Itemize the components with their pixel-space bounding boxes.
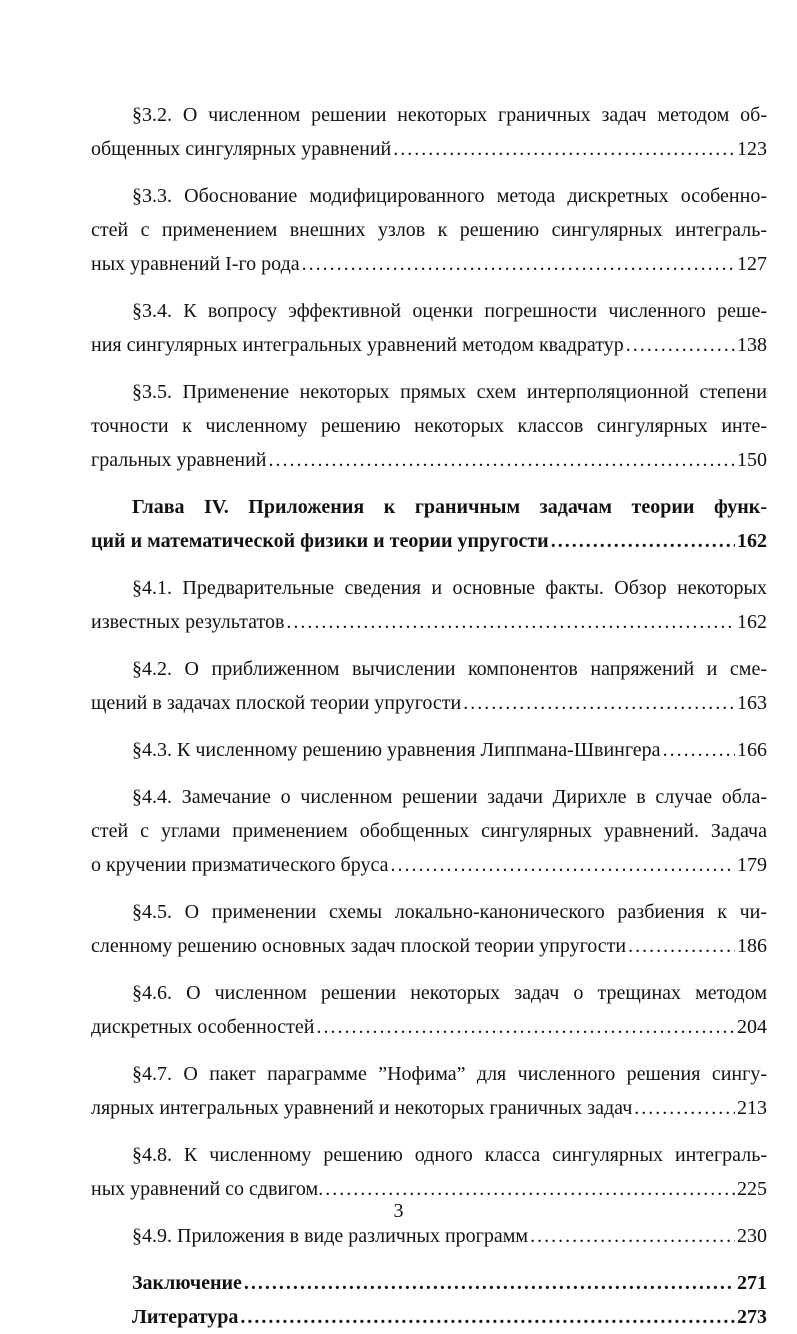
toc-entry-title: лярных интегральных уравнений и некоторых граничных задач <box>91 1097 633 1119</box>
toc-entry-title: гральных уравнений <box>91 449 267 471</box>
toc-entry <box>91 652 767 720</box>
toc-entry-line: §4.1. Предварительные сведения и основные факты. Обзор некоторых <box>132 577 767 599</box>
toc-entry-title: ния сингулярных интегральных уравнений методом квадратур <box>91 334 624 356</box>
toc-entry-last-line <box>91 132 767 166</box>
toc-entry-line: §4.4. Замечание о численном решении задачи Дирихле в случае обла- <box>132 786 767 808</box>
dot-leader <box>393 132 735 166</box>
toc-entry-last-line <box>91 1266 767 1300</box>
toc-entry-title: Заключение <box>132 1272 242 1294</box>
toc-entry-last-line <box>91 247 767 281</box>
toc-entry-title: сленному решению основных задач плоской теории упругости <box>91 935 627 957</box>
dot-leader <box>634 1091 735 1125</box>
toc-entry-page: 230 <box>737 1225 767 1247</box>
toc-entry-title: известных результатов <box>91 611 285 633</box>
toc-entry-line: §4.2. О приближенном вычислении компонентов напряжений и сме- <box>132 658 767 680</box>
dot-leader <box>663 733 735 767</box>
dot-leader <box>551 524 735 558</box>
toc-entry <box>91 1057 767 1125</box>
table-of-contents <box>91 98 767 1334</box>
toc-entry <box>91 895 767 963</box>
page-number: 3 <box>393 1200 404 1222</box>
toc-entry-page: 213 <box>737 1097 767 1119</box>
toc-entry-line: §3.4. К вопросу эффективной оценки погрешности численного реше- <box>132 300 767 322</box>
dot-leader <box>244 1266 735 1300</box>
toc-entry-line: §4.5. О применении схемы локально-канонического разбиения к чи- <box>132 901 767 923</box>
toc-entry-last-line <box>91 848 767 882</box>
toc-entry <box>91 375 767 477</box>
toc-entry-page: 273 <box>737 1306 767 1328</box>
toc-entry-last-line <box>91 524 767 558</box>
toc-entry-page: 163 <box>737 692 767 714</box>
toc-entry <box>91 733 767 767</box>
dot-leader <box>628 929 735 963</box>
toc-entry <box>91 976 767 1044</box>
toc-entry-page: 162 <box>737 611 767 633</box>
toc-entry-page: 204 <box>737 1016 767 1038</box>
toc-entry-line: §3.3. Обоснование модифицированного метода дискретных особенно- <box>132 185 767 207</box>
toc-entry-title: щений в задачах плоской теории упругости <box>91 692 462 714</box>
toc-entry-last-line <box>91 443 767 477</box>
toc-entry <box>91 98 767 166</box>
toc-entry <box>91 294 767 362</box>
dot-leader <box>390 848 735 882</box>
dot-leader <box>317 1010 736 1044</box>
toc-entry-title: ций и математической физики и теории упругости <box>91 530 549 552</box>
toc-entry-page: 127 <box>737 253 767 275</box>
dot-leader <box>302 247 735 281</box>
toc-entry-page: 179 <box>737 854 767 876</box>
toc-entry-line: §3.2. О численном решении некоторых граничных задач методом об- <box>132 104 767 126</box>
toc-entry-line: Глава IV. Приложения к граничным задачам теории функ- <box>132 496 767 518</box>
toc-entry-title: дискретных особенностей <box>91 1016 315 1038</box>
toc-entry-title: о кручении призматического бруса <box>91 854 389 876</box>
toc-entry-last-line <box>91 929 767 963</box>
toc-entry-page: 271 <box>737 1272 767 1294</box>
toc-entry-line: §3.5. Применение некоторых прямых схем интерполяционной степени <box>132 381 767 403</box>
toc-entry-line: §4.7. О пакет параграмме ”Нофима” для численного решения сингу- <box>132 1063 767 1085</box>
toc-entry-line: §4.8. К численному решению одного класса сингулярных интеграль- <box>132 1144 767 1166</box>
toc-entry-page: 162 <box>737 530 767 552</box>
toc-entry-last-line <box>91 1010 767 1044</box>
toc-entry-last-line <box>91 1091 767 1125</box>
toc-entry-line: стей с применением внешних узлов к решению сингулярных интеграль- <box>91 219 767 241</box>
toc-entry-line: §4.6. О численном решении некоторых задач о трещинах методом <box>132 982 767 1004</box>
toc-entry-title: Литература <box>132 1306 239 1328</box>
toc-entry-last-line <box>91 686 767 720</box>
toc-entry-line: точности к численному решению некоторых классов сингулярных инте- <box>91 415 767 437</box>
dot-leader <box>463 686 735 720</box>
toc-entry <box>91 780 767 882</box>
toc-entry-title: §4.9. Приложения в виде различных программ <box>132 1225 529 1247</box>
toc-entry-title: §4.3. К численному решению уравнения Липпмана-Швингера <box>132 739 661 761</box>
toc-entry-last-line <box>91 328 767 362</box>
dot-leader <box>240 1300 735 1334</box>
dot-leader <box>286 605 735 639</box>
toc-entry-page: 138 <box>737 334 767 356</box>
toc-entry-last-line <box>91 733 767 767</box>
dot-leader <box>269 443 735 477</box>
toc-entry-page: 166 <box>737 739 767 761</box>
toc-entry-title: общенных сингулярных уравнений <box>91 138 392 160</box>
toc-entry-last-line <box>91 1300 767 1334</box>
toc-entry-page: 225 <box>737 1178 767 1200</box>
toc-entry-last-line <box>91 605 767 639</box>
toc-entry-page: 186 <box>737 935 767 957</box>
toc-entry-title: ных уравнений I-го рода <box>91 253 300 275</box>
toc-entry <box>91 571 767 639</box>
toc-entry-page: 150 <box>737 449 767 471</box>
toc-entry <box>91 179 767 281</box>
toc-entry-title: ных уравнений со сдвигом. <box>91 1178 324 1200</box>
toc-entry-page: 123 <box>737 138 767 160</box>
toc-entry-line: стей с углами применением обобщенных сингулярных уравнений. Задача <box>91 820 767 842</box>
dot-leader <box>626 328 735 362</box>
toc-entry <box>91 490 767 558</box>
toc-entry <box>91 1266 767 1300</box>
toc-entry <box>91 1300 767 1334</box>
